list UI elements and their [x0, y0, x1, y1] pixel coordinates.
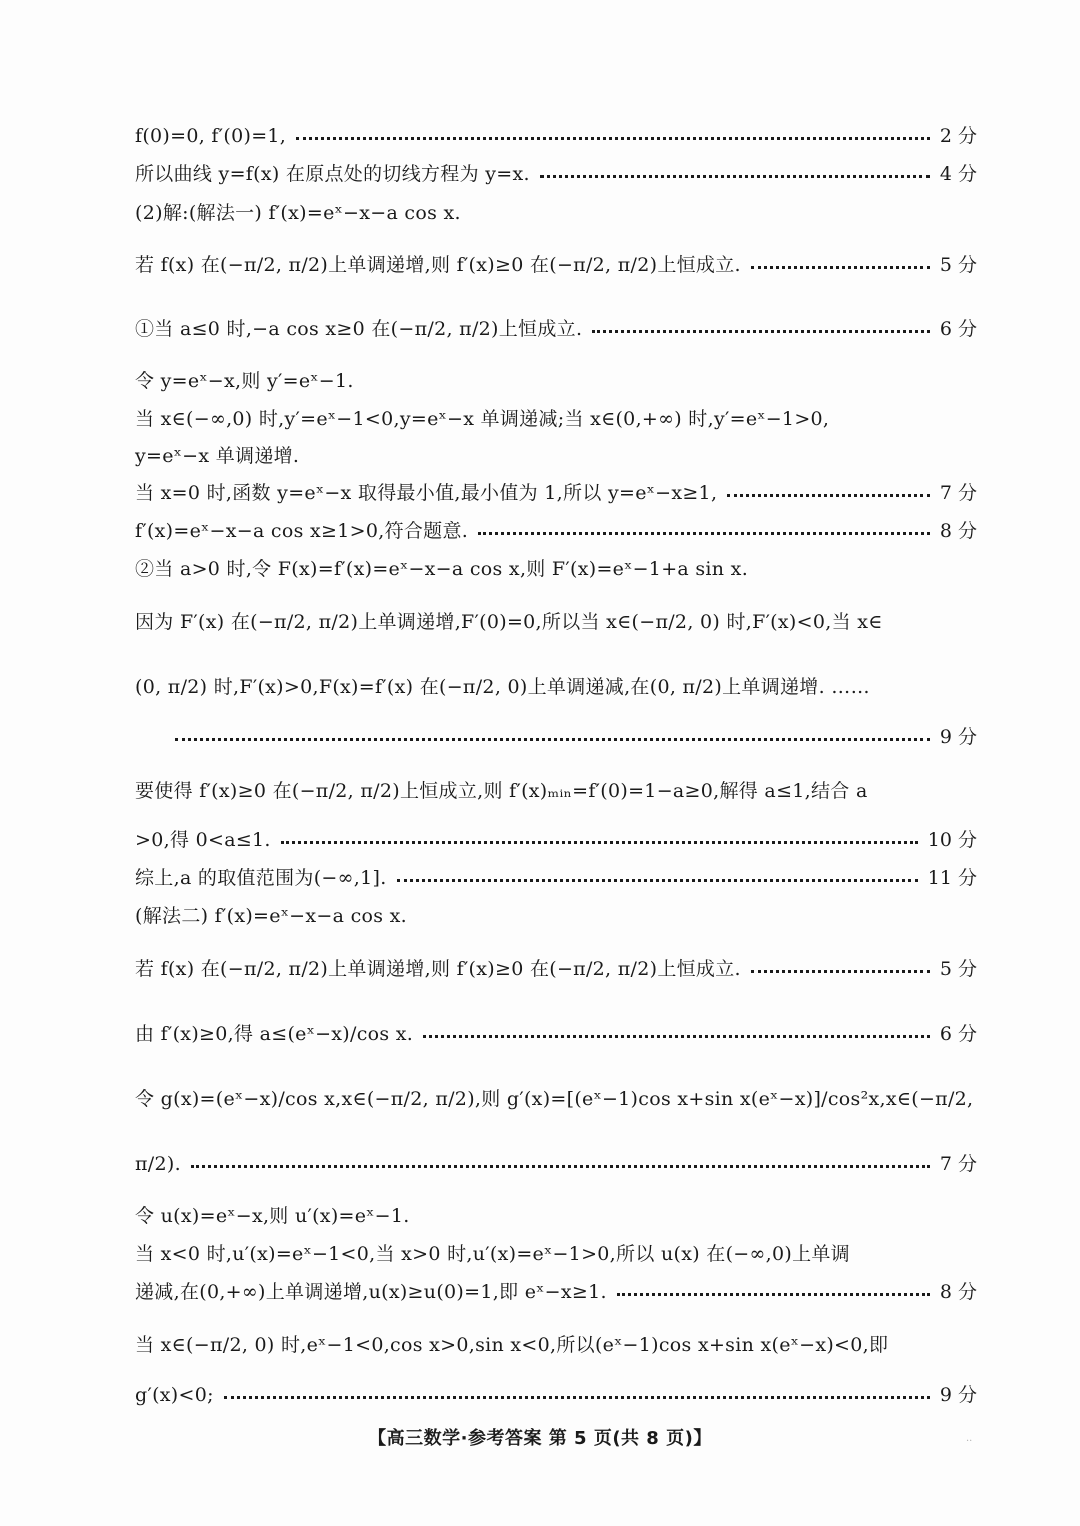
- leader-dots: [191, 1165, 930, 1168]
- answer-line-18: [135, 901, 977, 931]
- line-text: g′(x)<0;: [135, 1384, 214, 1406]
- line-text: 令 y=eˣ−x,则 y′=eˣ−1.: [135, 370, 354, 392]
- score-label: 7 分: [939, 482, 977, 504]
- answer-line-22: [135, 1140, 977, 1188]
- line-text: >0,得 0<a≤1.: [135, 829, 271, 851]
- leader-dots: [281, 841, 918, 844]
- leader-dots: [751, 970, 930, 973]
- line-text: 当 x<0 时,u′(x)=eˣ−1<0,当 x>0 时,u′(x)=eˣ−1>0,所以 u(x) 在(−∞,0)上单调: [135, 1243, 850, 1265]
- line-text: 当 x∈(−∞,0) 时,y′=eˣ−1<0,y=eˣ−x 单调递减;当 x∈(0,+∞) 时,y′=eˣ−1>0,: [135, 408, 830, 430]
- page-footer: 【高三数学·参考答案 第 5 页(共 8 页)】: [368, 1428, 712, 1449]
- leader-dots: [751, 266, 930, 269]
- line-text: 要使得 f′(x)≥0 在(−π/2, π/2)上恒成立,则 f′(x)ₘᵢₙ=f′(0)=1−a≥0,解得 a≤1,结合 a: [135, 780, 868, 802]
- line-text: ②当 a>0 时,令 F(x)=f′(x)=eˣ−x−a cos x,则 F′(x)=eˣ−1+a sin x.: [135, 558, 749, 580]
- answer-line-27: [135, 1380, 977, 1410]
- leader-dots: [592, 330, 930, 333]
- score-label: 2 分: [939, 125, 977, 147]
- leader-dots: [727, 494, 930, 497]
- answer-line-4: [135, 241, 977, 289]
- answer-line-10: [135, 516, 977, 546]
- answer-line-6: [135, 366, 977, 396]
- line-text: 因为 F′(x) 在(−π/2, π/2)上单调递增,F′(0)=0,所以当 x∈(−π/2, 0) 时,F′(x)<0,当 x∈: [135, 611, 883, 633]
- answer-line-2: [135, 159, 977, 189]
- answer-line-7: [135, 404, 977, 434]
- answer-line-14: [175, 722, 977, 752]
- line-text: 若 f(x) 在(−π/2, π/2)上单调递增,则 f′(x)≥0 在(−π/2, π/2)上恒成立.: [135, 958, 741, 980]
- line-text: 当 x=0 时,函数 y=eˣ−x 取得最小值,最小值为 1,所以 y=eˣ−x≥1,: [135, 482, 718, 504]
- answer-line-3: [135, 198, 977, 228]
- line-text: 所以曲线 y=f(x) 在原点处的切线方程为 y=x.: [135, 163, 530, 185]
- line-text: y=eˣ−x 单调递增.: [135, 445, 300, 467]
- answer-line-19: [135, 945, 977, 993]
- line-text: 当 x∈(−π/2, 0) 时,eˣ−1<0,cos x>0,sin x<0,所以(eˣ−1)cos x+sin x(eˣ−x)<0,即: [135, 1334, 889, 1356]
- answer-line-17: [135, 863, 977, 893]
- leader-dots: [175, 738, 930, 741]
- leader-dots: [296, 137, 930, 140]
- answer-line-24: [135, 1239, 977, 1269]
- line-text: 由 f′(x)≥0,得 a≤(eˣ−x)/cos x.: [135, 1023, 414, 1045]
- leader-dots: [397, 879, 918, 882]
- line-text: (2)解:(解法一) f′(x)=eˣ−x−a cos x.: [135, 202, 461, 224]
- answer-line-20: [135, 1010, 977, 1058]
- answer-line-5: [135, 305, 977, 353]
- answer-line-25: [135, 1277, 977, 1307]
- answer-line-12: [135, 598, 977, 646]
- line-text: 递减,在(0,+∞)上单调递增,u(x)≥u(0)=1,即 eˣ−x≥1.: [135, 1281, 607, 1303]
- score-label: 5 分: [939, 958, 977, 980]
- answer-line-26: [135, 1321, 977, 1369]
- leader-dots: [540, 175, 930, 178]
- answer-line-8: [135, 441, 977, 471]
- line-text: (解法二) f′(x)=eˣ−x−a cos x.: [135, 905, 408, 927]
- answer-line-11: [135, 554, 977, 584]
- answer-line-16: [135, 825, 977, 855]
- score-label: 9 分: [939, 1384, 977, 1406]
- answer-line-21: [135, 1075, 977, 1123]
- leader-dots: [617, 1293, 930, 1296]
- answer-line-15: [135, 767, 977, 815]
- answer-line-23: [135, 1201, 977, 1231]
- line-text: (0, π/2) 时,F′(x)>0,F(x)=f′(x) 在(−π/2, 0)上单调递减,在(0, π/2)上单调递增. ……: [135, 676, 870, 698]
- score-label: 11 分: [927, 867, 977, 889]
- leader-dots: [478, 532, 930, 535]
- line-text: 综上,a 的取值范围为(−∞,1].: [135, 867, 387, 889]
- answer-line-1: [135, 121, 977, 151]
- corner-mark: ··: [966, 1436, 973, 1447]
- line-text: 令 u(x)=eˣ−x,则 u′(x)=eˣ−1.: [135, 1205, 410, 1227]
- answer-line-13: [135, 663, 977, 711]
- score-label: 10 分: [927, 829, 977, 851]
- score-label: 8 分: [939, 520, 977, 542]
- score-label: 4 分: [939, 163, 977, 185]
- score-label: 8 分: [939, 1281, 977, 1303]
- line-text: f′(x)=eˣ−x−a cos x≥1>0,符合题意.: [135, 520, 469, 542]
- score-label: 5 分: [939, 254, 977, 276]
- line-text: π/2).: [135, 1153, 181, 1175]
- leader-dots: [423, 1035, 930, 1038]
- score-label: 7 分: [939, 1153, 977, 1175]
- score-label: 9 分: [939, 726, 977, 748]
- leader-dots: [224, 1396, 930, 1399]
- line-text: ①当 a≤0 时,−a cos x≥0 在(−π/2, π/2)上恒成立.: [135, 318, 583, 340]
- line-text: 令 g(x)=(eˣ−x)/cos x,x∈(−π/2, π/2),则 g′(x)=[(eˣ−1)cos x+sin x(eˣ−x)]/cos²x,x∈(−π/2,: [135, 1088, 974, 1110]
- line-text: 若 f(x) 在(−π/2, π/2)上单调递增,则 f′(x)≥0 在(−π/2, π/2)上恒成立.: [135, 254, 741, 276]
- score-label: 6 分: [939, 318, 977, 340]
- line-text: f(0)=0, f′(0)=1,: [135, 125, 287, 147]
- answer-line-9: [135, 478, 977, 508]
- score-label: 6 分: [939, 1023, 977, 1045]
